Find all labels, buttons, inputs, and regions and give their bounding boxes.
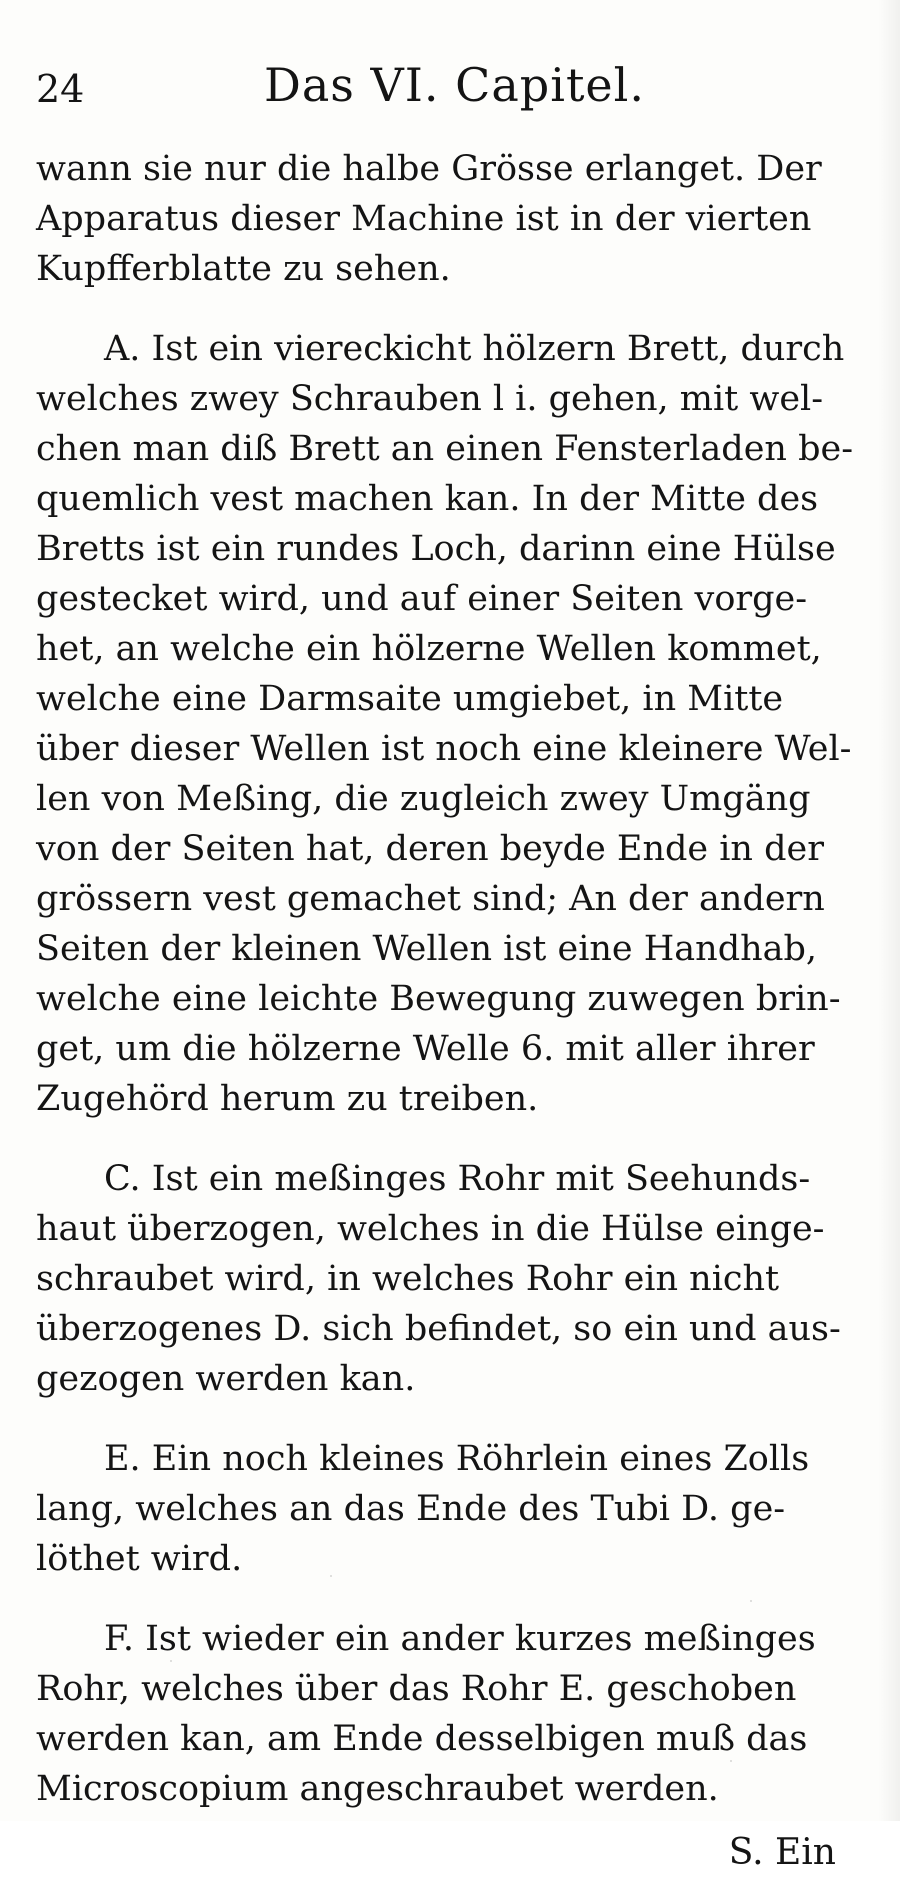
- paper-speck: [730, 1760, 732, 1762]
- text-line: len von Meßing, die zugleich zwey Umgäng: [36, 779, 811, 819]
- paragraph-4: [36, 1434, 866, 1584]
- text-line: Rohr, welches über das Rohr E. geschoben: [36, 1669, 797, 1709]
- text-line: haut überzogen, welches in die Hülse einge-: [36, 1209, 825, 1249]
- paper-speck: [330, 1575, 332, 1577]
- paragraph-5: [36, 1614, 866, 1814]
- text-line: A. Ist ein viereckicht hölzern Brett, durch: [104, 329, 845, 369]
- text-line: Apparatus dieser Machine ist in der vierten: [36, 199, 812, 239]
- text-line: wann sie nur die halbe Grösse erlanget. Der: [36, 149, 822, 189]
- text-line: welche eine Darmsaite umgiebet, in Mitte: [36, 679, 784, 719]
- paper-speck: [750, 1600, 752, 1602]
- page-number: 24: [36, 67, 85, 111]
- text-line: welches zwey Schrauben l i. gehen, mit wel-: [36, 379, 824, 419]
- text-line: lang, welches an das Ende des Tubi D. ge-: [36, 1489, 786, 1529]
- text-line: von der Seiten hat, deren beyde Ende in der: [36, 829, 824, 869]
- text-line: löthet wird.: [36, 1539, 243, 1579]
- page-header: [36, 58, 866, 126]
- paragraph-2: [36, 324, 866, 1124]
- text-line: Seiten der kleinen Wellen ist eine Handhab,: [36, 929, 818, 969]
- paper-speck: [170, 1660, 172, 1662]
- paragraph-1: [36, 144, 866, 294]
- text-line: chen man diß Brett an einen Fensterladen be-: [36, 429, 854, 469]
- text-line: über dieser Wellen ist noch eine kleinere Wel-: [36, 729, 852, 769]
- text-line: get, um die hölzerne Welle 6. mit aller ihrer: [36, 1029, 815, 1069]
- page-edge-shadow: [878, 0, 900, 1821]
- running-head: Das VI. Capitel.: [264, 58, 645, 112]
- text-line: E. Ein noch kleines Röhrlein eines Zolls: [104, 1439, 810, 1479]
- text-line: C. Ist ein meßinges Rohr mit Seehunds-: [104, 1159, 811, 1199]
- text-line: F. Ist wieder ein ander kurzes meßinges: [104, 1619, 816, 1659]
- text-line: het, an welche ein hölzerne Wellen kommet,: [36, 629, 822, 669]
- text-line: gestecket wird, und auf einer Seiten vorge-: [36, 579, 808, 619]
- text-line: Microscopium angeschraubet werden.: [36, 1769, 719, 1809]
- text-line: werden kan, am Ende desselbigen muß das: [36, 1719, 808, 1759]
- text-line: Kupfferblatte zu sehen.: [36, 249, 451, 289]
- text-line: überzogenes D. sich befindet, so ein und aus-: [36, 1309, 841, 1349]
- catchword: S. Ein: [728, 1832, 836, 1873]
- paragraph-3: [36, 1154, 866, 1404]
- text-line: welche eine leichte Bewegung zuwegen brin-: [36, 979, 841, 1019]
- paper-speck: [640, 1500, 642, 1502]
- text-line: Zugehörd herum zu treiben.: [36, 1079, 539, 1119]
- text-line: Bretts ist ein rundes Loch, darinn eine Hülse: [36, 529, 836, 569]
- page-text-block: [36, 58, 866, 1878]
- text-line: grössern vest gemachet sind; An der andern: [36, 879, 825, 919]
- text-line: schraubet wird, in welches Rohr ein nicht: [36, 1259, 780, 1299]
- text-line: gezogen werden kan.: [36, 1359, 416, 1399]
- text-line: quemlich vest machen kan. In der Mitte des: [36, 479, 819, 519]
